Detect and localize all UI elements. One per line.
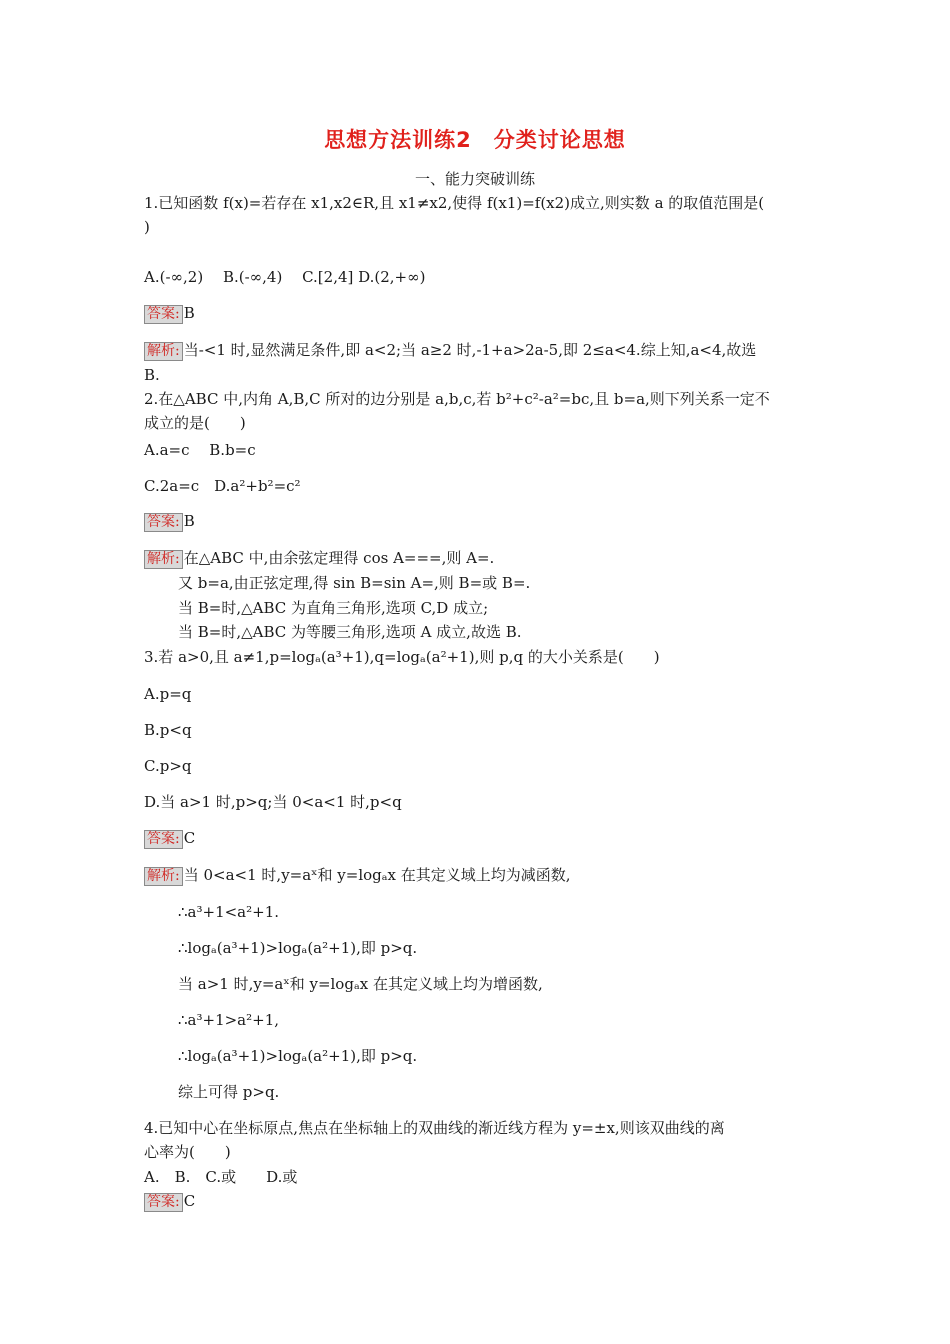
q3-analysis-line4: 当 a>1 时,y=aˣ和 y=logₐx 在其定义域上均为增函数,	[178, 975, 543, 993]
analysis-tag: 解析:	[144, 342, 183, 361]
q1-stem-line1: 1.已知函数 f(x)=若存在 x1,x2∈R,且 x1≠x2,使得 f(x1)=f(x2)成立,则实数 a 的取值范围是(	[144, 194, 765, 212]
q2-stem-line1: 2.在△ABC 中,内角 A,B,C 所对的边分别是 a,b,c,若 b²+c²-a²=bc,且 b=a,则下列关系一定不	[144, 390, 770, 408]
answer-tag: 答案:	[144, 305, 183, 324]
q2-analysis-line4: 当 B=时,△ABC 为等腰三角形,选项 A 成立,故选 B.	[178, 623, 522, 641]
section-title: 一、能力突破训练	[414, 170, 535, 188]
answer-tag: 答案:	[144, 513, 183, 532]
q1-stem-line2: )	[144, 218, 150, 236]
q2-analysis	[144, 547, 494, 569]
q3-analysis-line6: ∴logₐ(a³+1)>logₐ(a²+1),即 p>q.	[178, 1047, 418, 1065]
q4-answer	[144, 1190, 195, 1212]
q3-option-d: D.当 a>1 时,p>q;当 0<a<1 时,p<q	[144, 793, 402, 811]
q3-analysis-line7: 综上可得 p>q.	[178, 1083, 280, 1101]
q1-analysis	[144, 339, 756, 361]
answer-tag: 答案:	[144, 830, 183, 849]
page-title: 思想方法训练2 分类讨论思想	[324, 128, 626, 152]
answer-value: C	[183, 829, 196, 847]
answer-value: C	[183, 1192, 196, 1210]
q4-options: A. B. C.或 D.或	[144, 1168, 298, 1186]
q3-option-c: C.p>q	[144, 757, 192, 775]
answer-value: B	[183, 512, 195, 530]
analysis-text: 在△ABC 中,由余弦定理得 cos A===,则 A=.	[183, 549, 495, 567]
q3-stem: 3.若 a>0,且 a≠1,p=logₐ(a³+1),q=logₐ(a²+1),则 p,q 的大小关系是( )	[144, 648, 660, 666]
q3-option-a: A.p=q	[144, 685, 192, 703]
q3-analysis-line2: ∴a³+1<a²+1.	[178, 903, 280, 921]
q3-analysis-line5: ∴a³+1>a²+1,	[178, 1011, 280, 1029]
q2-analysis-line2: 又 b=a,由正弦定理,得 sin B=sin A=,则 B=或 B=.	[178, 574, 531, 592]
answer-tag: 答案:	[144, 1193, 183, 1212]
q1-answer	[144, 302, 195, 324]
analysis-tag: 解析:	[144, 550, 183, 569]
q3-option-b: B.p<q	[144, 721, 192, 739]
q1-analysis-line2: B.	[144, 366, 160, 384]
q4-stem-line2: 心率为( )	[144, 1143, 231, 1161]
answer-value: B	[183, 304, 195, 322]
q2-analysis-line3: 当 B=时,△ABC 为直角三角形,选项 C,D 成立;	[178, 599, 489, 617]
analysis-text: 当 0<a<1 时,y=aˣ和 y=logₐx 在其定义域上均为减函数,	[183, 866, 571, 884]
q2-stem-line2: 成立的是( )	[144, 414, 246, 432]
q4-stem-line1: 4.已知中心在坐标原点,焦点在坐标轴上的双曲线的渐近线方程为 y=±x,则该双曲线的离	[144, 1119, 725, 1137]
analysis-tag: 解析:	[144, 867, 183, 886]
q2-answer	[144, 510, 195, 532]
q3-analysis-line3: ∴logₐ(a³+1)>logₐ(a²+1),即 p>q.	[178, 939, 418, 957]
q3-analysis	[144, 864, 571, 886]
analysis-text: 当-<1 时,显然满足条件,即 a<2;当 a≥2 时,-1+a>2a-5,即 2≤a<4.综上知,a<4,故选	[183, 341, 757, 359]
q2-options-ab: A.a=c B.b=c	[144, 441, 256, 459]
q3-answer	[144, 827, 195, 849]
q1-options: A.(-∞,2) B.(-∞,4) C.[2,4] D.(2,+∞)	[144, 268, 426, 286]
q2-options-cd: C.2a=c D.a²+b²=c²	[144, 477, 301, 495]
